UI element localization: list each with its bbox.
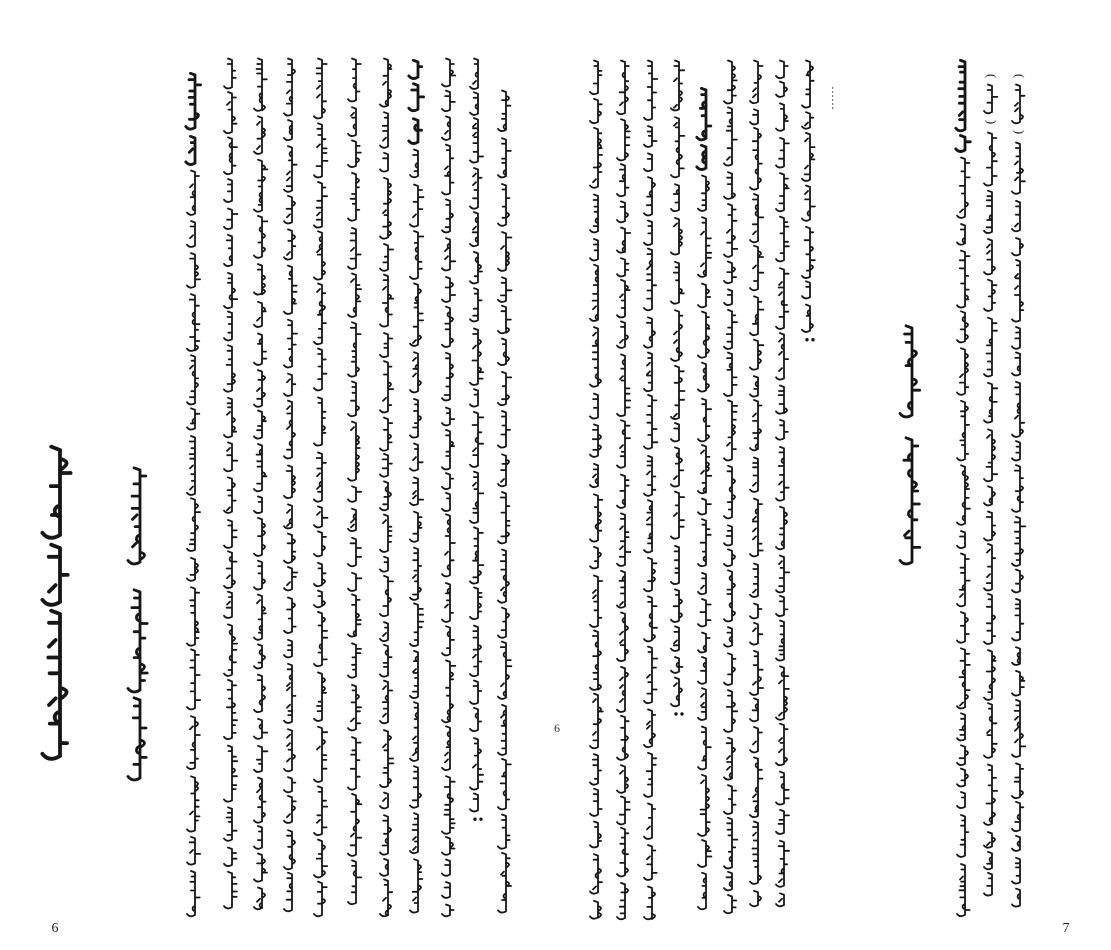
text-column-line xyxy=(1012,85,1025,907)
text-column-line xyxy=(957,158,970,917)
bold-term xyxy=(186,73,201,164)
text-column-line xyxy=(410,150,424,913)
text-column-line xyxy=(984,85,997,896)
text-column-line xyxy=(750,61,764,907)
text-column-line xyxy=(644,61,657,920)
text-column-line xyxy=(224,59,238,909)
text-column-line xyxy=(671,61,685,715)
text-column-line xyxy=(470,59,483,821)
left-page-text-columns xyxy=(42,59,511,917)
section-heading-line xyxy=(900,326,920,564)
ellipsis-mark: …… xyxy=(829,86,843,110)
text-column-line xyxy=(254,59,267,910)
page-number-right: 7 xyxy=(1062,921,1070,936)
text-column-line xyxy=(187,171,200,917)
left-page xyxy=(42,59,511,937)
text-column-line xyxy=(776,61,789,907)
chapter-title-line xyxy=(42,447,70,759)
gutter-mark: 6 xyxy=(554,721,560,735)
text-column-line xyxy=(617,61,630,920)
right-page xyxy=(590,60,1070,936)
text-column-line xyxy=(590,61,603,919)
paren-open: ( xyxy=(984,73,1000,79)
page-number-left: 6 xyxy=(51,921,59,936)
text-column-line xyxy=(442,59,455,917)
bold-term xyxy=(409,60,424,143)
text-column-line xyxy=(498,91,512,913)
bold-term xyxy=(697,88,711,169)
bold-term xyxy=(956,60,971,151)
text-column-line xyxy=(698,176,711,910)
section-heading-line xyxy=(128,468,147,780)
text-column-line xyxy=(724,61,737,914)
paren-open: ( xyxy=(1012,73,1028,79)
paren-close: ) xyxy=(984,119,1000,125)
text-column-line xyxy=(802,61,815,341)
text-column-line xyxy=(348,59,361,905)
right-page-text-columns xyxy=(590,60,1025,919)
paren-close: ) xyxy=(1012,129,1028,135)
text-column-line xyxy=(380,59,393,917)
text-column-line xyxy=(284,59,297,912)
text-column-line xyxy=(314,59,328,917)
